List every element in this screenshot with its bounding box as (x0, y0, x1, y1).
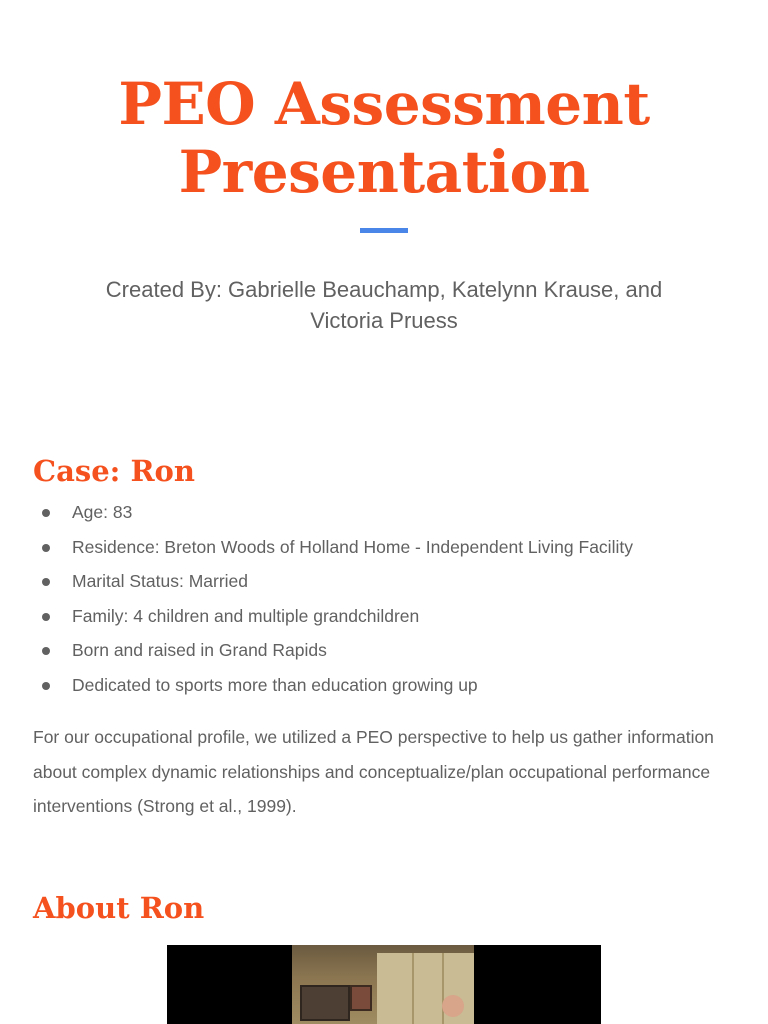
person-image (442, 995, 464, 1017)
video-player[interactable] (167, 945, 601, 1024)
slide-title (0, 70, 768, 206)
fact-text: Marital Status: Married (72, 571, 249, 591)
cabinet-divider (412, 953, 414, 1024)
subtitle (40, 274, 728, 336)
video-thumbnail[interactable] (292, 945, 474, 1024)
bullet-icon (42, 578, 50, 586)
case-heading: Case: Ron (33, 454, 195, 488)
framed-photo-image (350, 985, 372, 1011)
occupational-profile-paragraph: For our occupational profile, we utilized a PEO perspective to help us gather information about complex dynamic relationships and conceptualize/plan occupational performance interventions (Strong et al., 1999). (33, 727, 714, 816)
list-item (33, 601, 733, 636)
fact-text: Residence: Breton Woods of Holland Home - Independent Living Facility (72, 536, 633, 557)
list-item (33, 670, 733, 705)
bullet-icon (42, 544, 50, 552)
list-item (33, 635, 733, 670)
bullet-icon (42, 647, 50, 655)
bullet-icon (42, 509, 50, 517)
cabinet-divider (442, 953, 444, 1024)
fact-text: Family: 4 children and multiple grandchildren (72, 605, 420, 626)
bullet-icon (42, 613, 50, 621)
subtitle-line2: Victoria Pruess (310, 308, 458, 333)
title-accent-rule (360, 228, 408, 233)
fact-text: Dedicated to sports more than education growing up (72, 674, 478, 695)
list-item (33, 566, 733, 601)
case-facts-list (33, 497, 733, 704)
bullet-icon (42, 682, 50, 690)
list-item (33, 497, 733, 532)
fact-text: Age: 83 (72, 502, 133, 522)
slide-title-line1: PEO Assessment (118, 70, 650, 138)
about-heading: About Ron (33, 891, 205, 925)
fact-text: Born and raised in Grand Rapids (72, 640, 327, 660)
list-item (33, 532, 733, 567)
slide-title-line2: Presentation (178, 138, 590, 206)
framed-photo-image (300, 985, 350, 1021)
subtitle-line1: Created By: Gabrielle Beauchamp, Katelynn Krause, and (105, 277, 663, 302)
